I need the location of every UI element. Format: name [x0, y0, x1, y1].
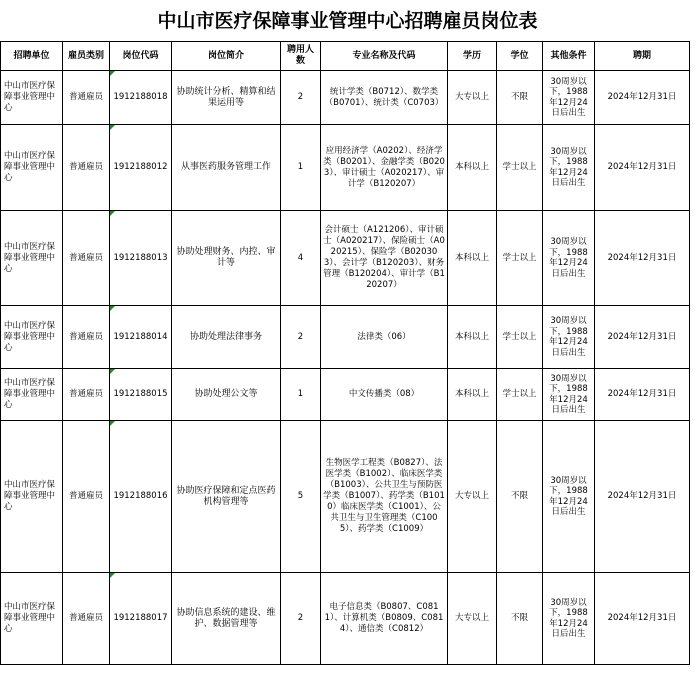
- cell-code: 1912188014: [110, 306, 172, 369]
- cell-term: 2024年12月31日: [595, 306, 690, 369]
- cell-major: 会计硕士（A121206）、审计硕士（A020217）、保险硕士（A020215）、保险学（B020303）、会计学（B120203）、财务管理（B120204）、审计学（B120207）: [321, 211, 448, 306]
- cell-major: 法律类（06）: [321, 306, 448, 369]
- table-row: [1, 71, 690, 125]
- table-row: [1, 573, 690, 665]
- cell-degree: 学士以上: [497, 369, 543, 421]
- cell-type: 普通雇员: [63, 421, 110, 573]
- cell-desc: 从事医药服务管理工作: [172, 125, 281, 211]
- cell-degree: 学士以上: [497, 306, 543, 369]
- cell-edu: 本科以上: [448, 369, 497, 421]
- cell-edu: 大专以上: [448, 573, 497, 665]
- cell-major: 中文传播类（08）: [321, 369, 448, 421]
- header-degree: 学位: [497, 42, 543, 71]
- cell-degree: 不限: [497, 71, 543, 125]
- cell-term: 2024年12月31日: [595, 421, 690, 573]
- cell-code: 1912188015: [110, 369, 172, 421]
- table-row: [1, 125, 690, 211]
- cell-major: 电子信息类（B0807、C0811）、计算机类（B0809、C0814）、通信类（C0812）: [321, 573, 448, 665]
- cell-degree: 不限: [497, 421, 543, 573]
- cell-degree: 学士以上: [497, 211, 543, 306]
- table-row: [1, 421, 690, 573]
- cell-num: 2: [281, 573, 321, 665]
- header-term: 聘期: [595, 42, 690, 71]
- cell-major: 应用经济学（A0202）、经济学类（B0201）、金融学类（B0203）、审计硕士（A020217）、审计学（B120207）: [321, 125, 448, 211]
- cell-code: 1912188012: [110, 125, 172, 211]
- cell-desc: 协助医疗保障和定点医药机构管理等: [172, 421, 281, 573]
- cell-type: 普通雇员: [63, 125, 110, 211]
- page-title: 中山市医疗保障事业管理中心招聘雇员岗位表: [157, 10, 538, 32]
- header-other: 其他条件: [543, 42, 595, 71]
- cell-term: 2024年12月31日: [595, 369, 690, 421]
- cell-unit: 中山市医疗保障事业管理中心: [1, 125, 63, 211]
- cell-code: 1912188018: [110, 71, 172, 125]
- cell-code: 1912188016: [110, 421, 172, 573]
- cell-other: 30周岁以下，1988年12月24日后出生: [543, 71, 595, 125]
- cell-code: 1912188017: [110, 573, 172, 665]
- cell-edu: 大专以上: [448, 421, 497, 573]
- cell-term: 2024年12月31日: [595, 573, 690, 665]
- header-unit: 招聘单位: [1, 42, 63, 71]
- cell-other: 30周岁以下，1988年12月24日后出生: [543, 369, 595, 421]
- cell-desc: 协助统计分析、精算和结果运用等: [172, 71, 281, 125]
- cell-degree: 学士以上: [497, 125, 543, 211]
- table-row: [1, 306, 690, 369]
- cell-desc: 协助处理公文等: [172, 369, 281, 421]
- cell-edu: 本科以上: [448, 211, 497, 306]
- cell-num: 2: [281, 306, 321, 369]
- header-num: 聘用人数: [281, 42, 321, 71]
- cell-major: 生物医学工程类（B0827）、法医学类（B1002）、临床医学类（B1003）、公共卫生与预防医学类（B1007）、药学类（B1010）临床医学类（C1001）、公共卫生与卫生管理类（C1005）、药学类（C1009）: [321, 421, 448, 573]
- header-desc: 岗位简介: [172, 42, 281, 71]
- header-row: [1, 42, 690, 71]
- table-row: [1, 211, 690, 306]
- cell-num: 1: [281, 369, 321, 421]
- cell-num: 5: [281, 421, 321, 573]
- cell-type: 普通雇员: [63, 211, 110, 306]
- cell-major: 统计学类（B0712）、数学类（B0701）、统计类（C0703）: [321, 71, 448, 125]
- cell-other: 30周岁以下，1988年12月24日后出生: [543, 211, 595, 306]
- cell-num: 2: [281, 71, 321, 125]
- cell-other: 30周岁以下，1988年12月24日后出生: [543, 306, 595, 369]
- cell-term: 2024年12月31日: [595, 125, 690, 211]
- job-table: [0, 41, 690, 665]
- cell-term: 2024年12月31日: [595, 211, 690, 306]
- cell-other: 30周岁以下，1988年12月24日后出生: [543, 573, 595, 665]
- cell-unit: 中山市医疗保障事业管理中心: [1, 573, 63, 665]
- cell-unit: 中山市医疗保障事业管理中心: [1, 71, 63, 125]
- cell-other: 30周岁以下，1988年12月24日后出生: [543, 421, 595, 573]
- cell-desc: 协助处理法律事务: [172, 306, 281, 369]
- cell-num: 4: [281, 211, 321, 306]
- cell-type: 普通雇员: [63, 71, 110, 125]
- table-row: [1, 369, 690, 421]
- cell-unit: 中山市医疗保障事业管理中心: [1, 369, 63, 421]
- cell-desc: 协助处理财务、内控、审计等: [172, 211, 281, 306]
- header-major: 专业名称及代码: [321, 42, 448, 71]
- cell-unit: 中山市医疗保障事业管理中心: [1, 421, 63, 573]
- header-type: 雇员类别: [63, 42, 110, 71]
- cell-other: 30周岁以下，1988年12月24日后出生: [543, 125, 595, 211]
- cell-type: 普通雇员: [63, 369, 110, 421]
- cell-desc: 协助信息系统的建设、维护、数据管理等: [172, 573, 281, 665]
- cell-num: 1: [281, 125, 321, 211]
- cell-type: 普通雇员: [63, 306, 110, 369]
- cell-edu: 大专以上: [448, 71, 497, 125]
- cell-unit: 中山市医疗保障事业管理中心: [1, 306, 63, 369]
- header-edu: 学历: [448, 42, 497, 71]
- cell-type: 普通雇员: [63, 573, 110, 665]
- cell-unit: 中山市医疗保障事业管理中心: [1, 211, 63, 306]
- cell-code: 1912188013: [110, 211, 172, 306]
- cell-degree: 不限: [497, 573, 543, 665]
- cell-term: 2024年12月31日: [595, 71, 690, 125]
- header-code: 岗位代码: [110, 42, 172, 71]
- cell-edu: 本科以上: [448, 306, 497, 369]
- cell-edu: 本科以上: [448, 125, 497, 211]
